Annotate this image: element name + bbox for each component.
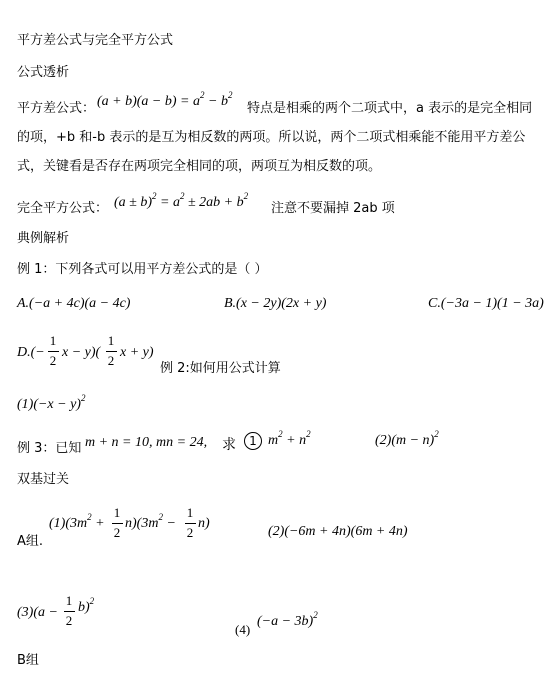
item1-frac2-den: 2 xyxy=(186,525,194,540)
item1-part-a: $(1)(3m^2$ + xyxy=(49,512,105,531)
section-heading-formula-analysis: 公式透析 xyxy=(17,65,70,80)
diff-squares-formula: $(a + b)(a - b) = a^2 - b^2$ xyxy=(97,90,233,109)
group-b-label: B组 xyxy=(17,653,39,668)
example2-item1: $(1)(-x - y)^2$ xyxy=(17,393,86,412)
example1-option-c: C.(−3a − 1)(1 − 3a) xyxy=(428,296,544,311)
item1-frac2-num: 1 xyxy=(186,505,194,520)
item1-part-c: $n)(3m^2$ − xyxy=(125,512,176,531)
example3-part2: $(2)(m - n)^2$ xyxy=(375,429,439,448)
section-heading-examples: 典例解析 xyxy=(17,231,70,246)
document-title: 平方差公式与完全平方公式 xyxy=(17,33,174,48)
option-d-frac1-num: 1 xyxy=(49,333,57,348)
item1-frac1-bar xyxy=(112,523,123,524)
example3-ask: 求 xyxy=(222,437,236,453)
item3-frac-den: 2 xyxy=(65,613,73,628)
example3-given: m + n = 10, mn = 24, xyxy=(85,435,208,450)
diff-squares-desc-line2: 的项，+b 和-b 表示的是互为相反数的两项。所以说，两个二项式相乘能不能用平方差公 xyxy=(17,130,526,145)
group-a-item4-label: (4) xyxy=(235,622,251,637)
perfect-square-label: 完全平方公式： xyxy=(17,201,109,216)
option-d-frac2-bar xyxy=(106,351,117,352)
item3-part-a: (3)(a − xyxy=(17,605,58,620)
option-d-mid2: x + y) xyxy=(120,345,154,360)
group-a-item4: $(-a - 3b)^2$ xyxy=(257,610,318,629)
example3-label: 例 3：已知 xyxy=(17,441,82,456)
item3-frac-bar xyxy=(64,611,75,612)
item1-frac1-num: 1 xyxy=(113,505,121,520)
item1-frac2-bar xyxy=(185,523,196,524)
perfect-square-formula: $(a \pm b)^2 = a^2 \pm 2ab + b^2$ xyxy=(114,191,249,210)
diff-squares-desc-line3: 式，关键看是否存在两项完全相同的项，两项互为相反数的项。 xyxy=(17,159,382,174)
item3-part-b: b)$^2$ xyxy=(78,596,95,615)
option-d-frac2-den: 2 xyxy=(107,353,115,368)
example3-part1: $m^2 + n^2$ xyxy=(268,429,311,448)
example1-option-a: A.(−a + 4c)(a − 4c) xyxy=(17,296,131,311)
perfect-square-note: 注意不要漏掉 2ab 项 xyxy=(271,201,395,216)
diff-squares-desc-line1: 特点是相乘的两个二项式中，a 表示的是完全相同 xyxy=(247,101,533,116)
group-a-item2: (2)(−6m + 4n)(6m + 4n) xyxy=(268,524,408,539)
item1-part-e: n) xyxy=(198,516,210,531)
example2-label: 例 2:如何用公式计算 xyxy=(160,361,281,376)
example3-circled-one: 1 xyxy=(244,432,262,450)
diff-squares-label: 平方差公式： xyxy=(17,101,96,116)
group-a-label: A组. xyxy=(17,534,44,549)
item3-frac-num: 1 xyxy=(65,593,73,608)
example1-question: 例 1：下列各式可以用平方差公式的是（ ） xyxy=(17,262,268,277)
option-d-mid1: x − y)( xyxy=(62,345,101,360)
option-d-frac2-num: 1 xyxy=(107,333,115,348)
option-d-frac1-den: 2 xyxy=(49,353,57,368)
option-d-prefix: D.(− xyxy=(17,345,45,360)
section-heading-basic-practice: 双基过关 xyxy=(17,472,70,487)
option-d-frac1-bar xyxy=(48,351,59,352)
example1-option-b: B.(x − 2y)(2x + y) xyxy=(224,296,327,311)
item1-frac1-den: 2 xyxy=(113,525,121,540)
